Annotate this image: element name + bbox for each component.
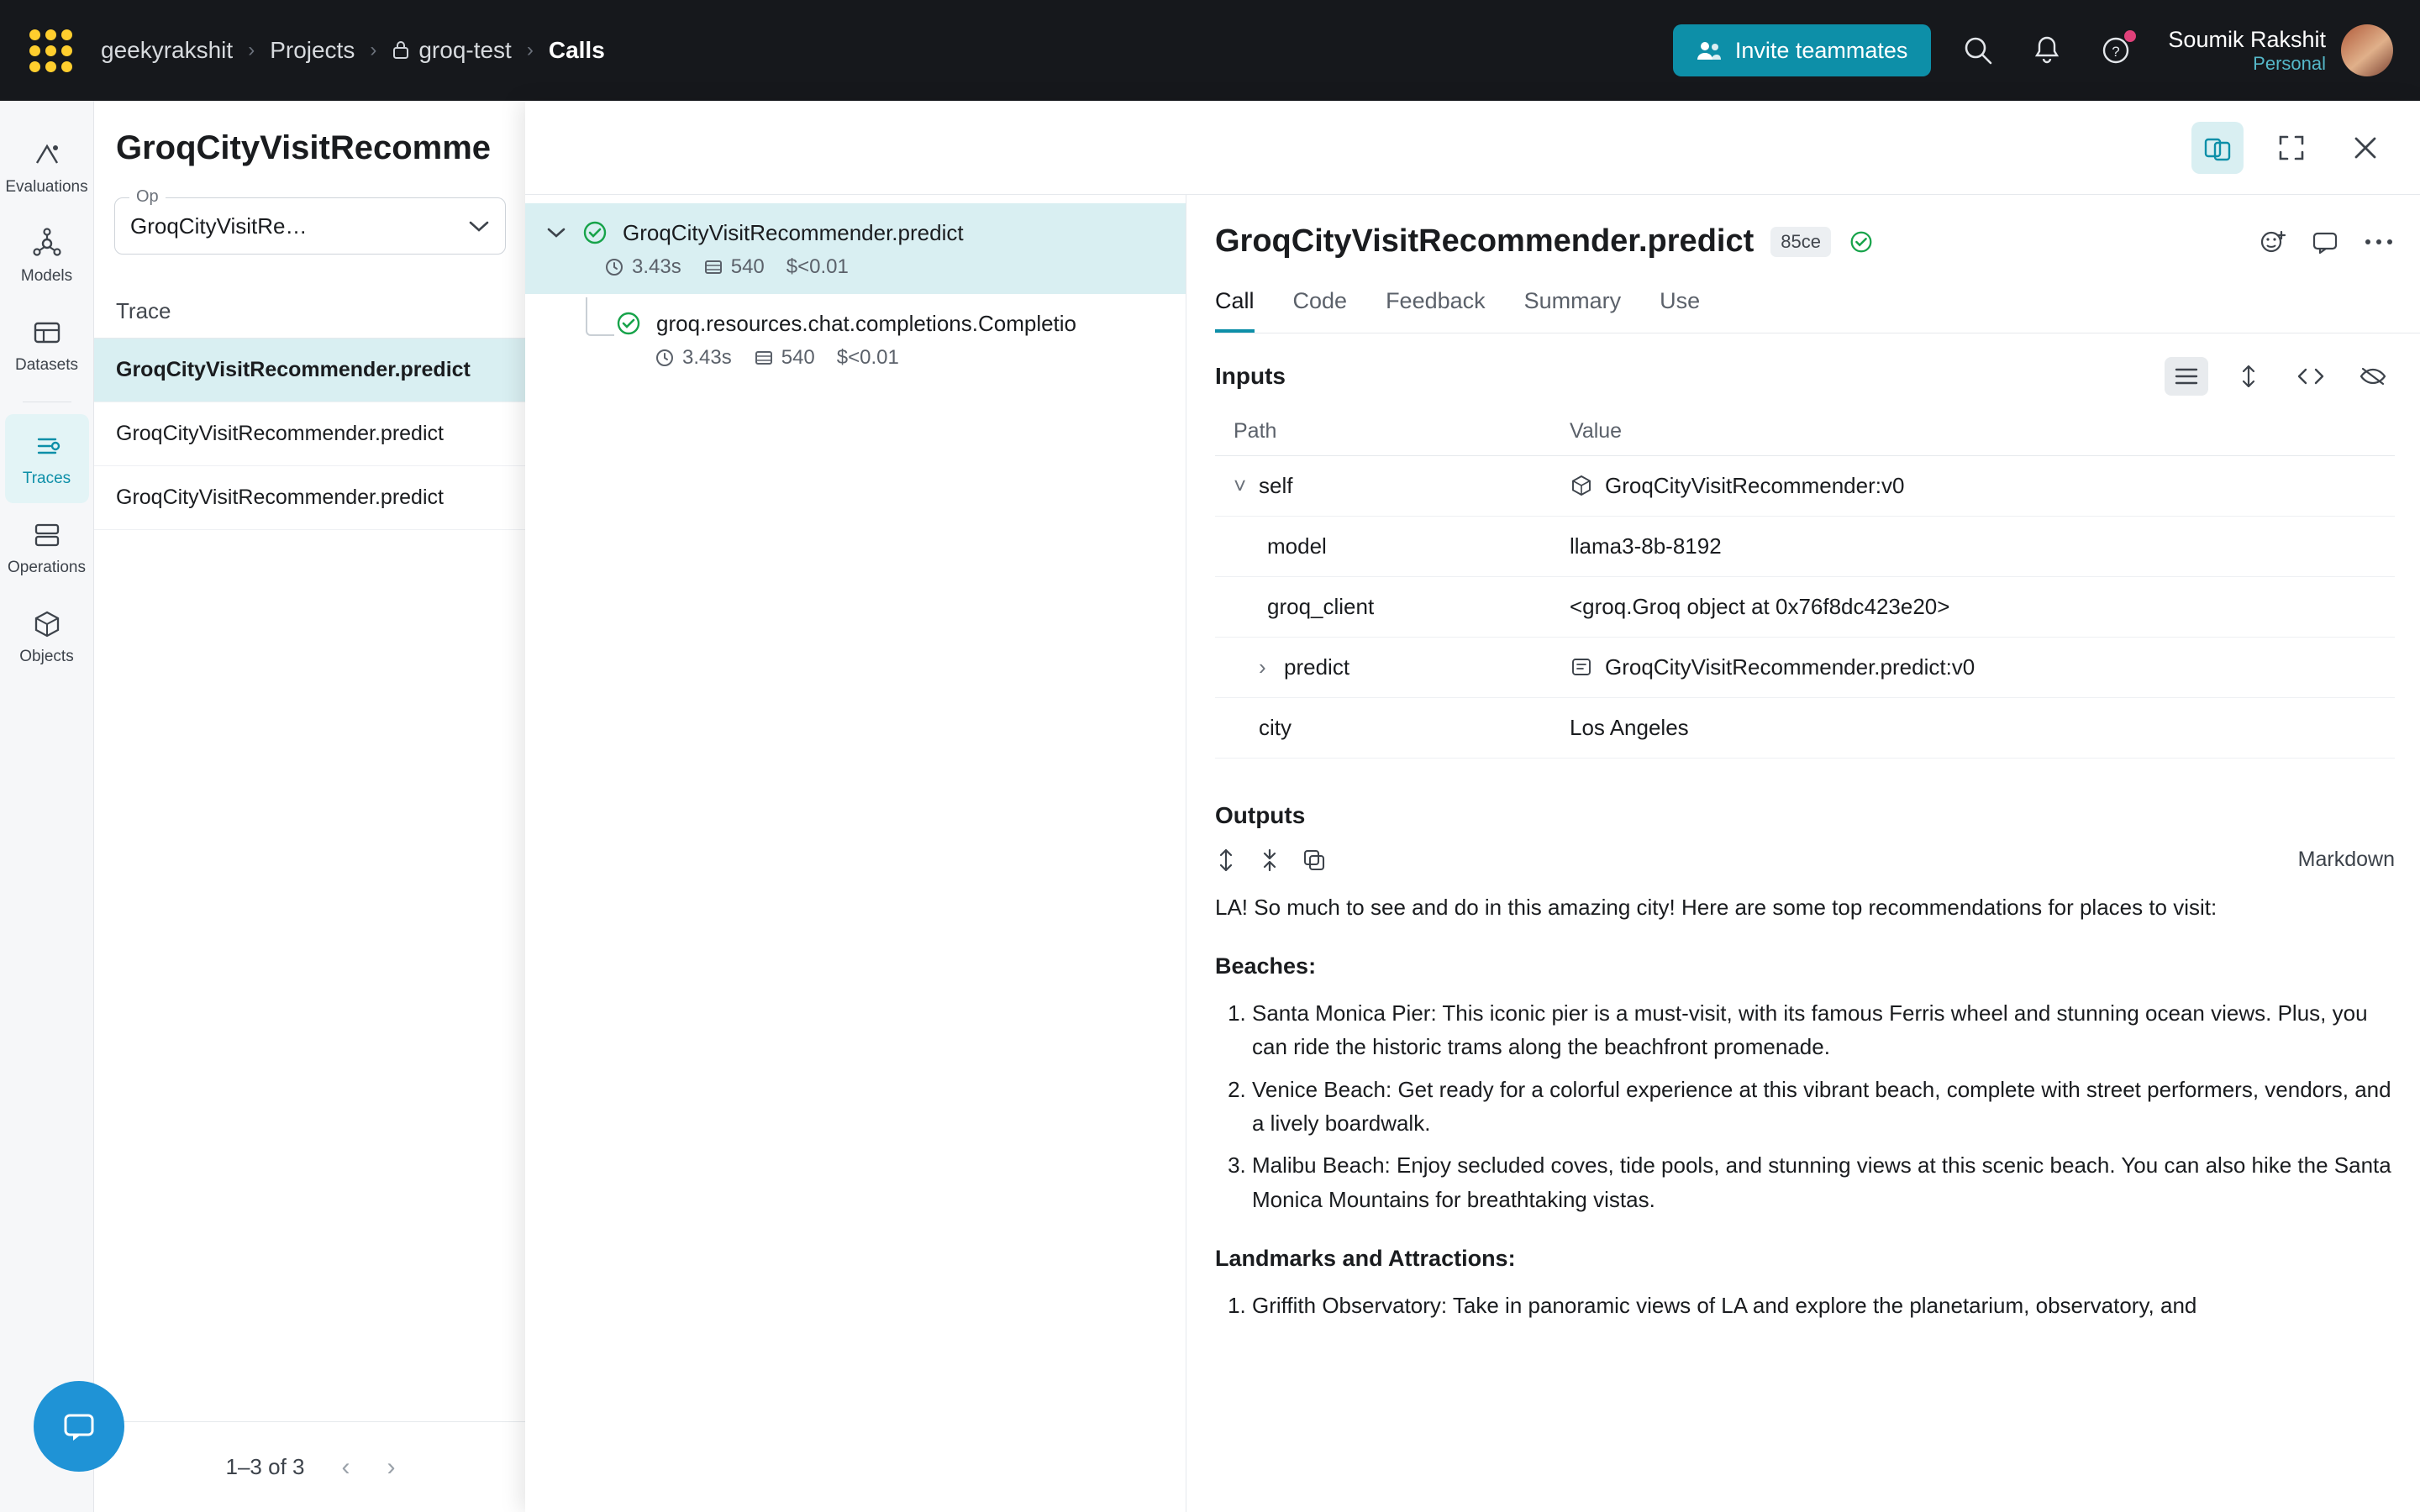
input-path-cell: model xyxy=(1215,517,1551,577)
avatar[interactable] xyxy=(2341,24,2393,76)
input-path-cell: groq_client xyxy=(1215,577,1551,638)
inputs-header-value: Value xyxy=(1551,407,2395,456)
user-menu[interactable] xyxy=(2168,24,2393,76)
sidebar-rail xyxy=(0,101,94,1512)
call-title: GroqCityVisitRecommender.predict xyxy=(1215,223,1754,259)
breadcrumb-item-project[interactable] xyxy=(392,37,512,64)
search-button[interactable] xyxy=(1956,29,2000,72)
pagination xyxy=(94,1421,527,1512)
tokens-icon xyxy=(703,257,723,277)
help-button[interactable] xyxy=(2094,29,2138,72)
sidebar-label-evaluations: Evaluations xyxy=(5,178,88,196)
call-detail-tabs xyxy=(1215,288,2420,333)
cost-value: $<0.01 xyxy=(836,346,899,369)
outputs-toolbar xyxy=(1215,829,2420,872)
inputs-table xyxy=(1215,407,2395,759)
more-options-icon[interactable] xyxy=(2363,236,2395,248)
fullscreen-icon xyxy=(2277,134,2306,162)
breadcrumb-separator: › xyxy=(526,39,534,61)
copy-button[interactable] xyxy=(1302,848,1326,872)
input-value-cell xyxy=(1551,638,2395,698)
inputs-section-header xyxy=(1215,333,2420,407)
support-chat-button[interactable] xyxy=(34,1381,124,1472)
op-filter-field xyxy=(114,187,506,255)
call-detail-header xyxy=(1215,195,2420,260)
sidebar-label-operations: Operations xyxy=(8,559,86,576)
trace-list-item[interactable] xyxy=(94,339,526,402)
search-icon xyxy=(1962,34,1994,66)
input-path-label: predict xyxy=(1284,654,1350,680)
trace-tree-node-root[interactable] xyxy=(525,203,1186,294)
cost-metric xyxy=(786,255,849,279)
tab-use[interactable]: Use xyxy=(1660,288,1701,313)
table-row[interactable] xyxy=(1215,456,2395,517)
svg-text:?: ? xyxy=(2112,44,2121,60)
status-success-icon xyxy=(614,309,643,338)
inputs-toolbar xyxy=(2165,357,2395,396)
tab-call[interactable]: Call xyxy=(1215,288,1255,333)
models-icon xyxy=(30,227,64,260)
top-bar-actions xyxy=(1673,24,2420,76)
list-item: 2. Venice Beach: Get ready for a colorful experience at this vibrant beach, complete with street performers, vendors, and a lively boardwalk. xyxy=(1252,1073,2391,1141)
input-path-cell xyxy=(1215,456,1551,517)
top-bar xyxy=(0,0,2420,101)
tree-elbow-connector xyxy=(586,297,614,336)
trace-tree-node-title: groq.resources.chat.completions.Completio xyxy=(656,310,1077,336)
input-value-cell: Los Angeles xyxy=(1551,698,2395,759)
duration-metric xyxy=(655,346,732,370)
trace-list-item[interactable] xyxy=(94,402,526,466)
clock-icon xyxy=(604,257,624,277)
chat-icon xyxy=(58,1405,100,1447)
trace-tree-node-metrics xyxy=(525,255,1186,279)
table-row[interactable] xyxy=(1215,577,2395,638)
cost-value: $<0.01 xyxy=(786,255,849,278)
inputs-table-body xyxy=(1215,456,2395,759)
call-id-badge: 85ce xyxy=(1770,227,1831,257)
cube-icon xyxy=(1570,474,1595,499)
breadcrumb-item-org[interactable]: geekyrakshit xyxy=(101,37,234,63)
tab-feedback[interactable]: Feedback xyxy=(1386,288,1486,313)
close-icon xyxy=(2351,134,2380,162)
op-filter-value: GroqCityVisitRe… xyxy=(130,213,308,239)
chevron-down-icon[interactable]: ˅ xyxy=(1234,473,1247,498)
outputs-section-list xyxy=(1252,996,2391,1216)
breadcrumb xyxy=(101,37,605,64)
outputs-title: Outputs xyxy=(1215,802,1306,828)
trace-list-item-label: GroqCityVisitRecommender.predict xyxy=(116,422,444,445)
sidebar-label-traces: Traces xyxy=(22,470,71,487)
comment-icon[interactable] xyxy=(2311,228,2339,256)
chevron-right-icon[interactable]: › xyxy=(1259,654,1266,680)
call-detail-drawer xyxy=(525,101,2420,1512)
duration-value: 3.43s xyxy=(632,255,681,278)
expand-collapse-button[interactable] xyxy=(2227,357,2270,396)
tokens-value: 540 xyxy=(730,255,765,278)
input-value-label[interactable]: GroqCityVisitRecommender.predict:v0 xyxy=(1605,654,1975,680)
invite-teammates-button[interactable] xyxy=(1673,24,1932,76)
input-path-label: self xyxy=(1259,473,1293,498)
breadcrumb-separator: › xyxy=(370,39,377,61)
split-view-button[interactable] xyxy=(2191,122,2244,174)
trace-list-item-label: GroqCityVisitRecommender.predict xyxy=(116,486,444,509)
outputs-section-heading: Landmarks and Attractions: xyxy=(1215,1245,1516,1271)
table-row[interactable] xyxy=(1215,698,2395,759)
trace-tree-child-indent xyxy=(525,309,1186,370)
user-name: Soumik Rakshit xyxy=(2168,26,2326,52)
op-icon xyxy=(1570,655,1595,680)
inputs-title: Inputs xyxy=(1215,363,1286,389)
outputs-section-heading: Beaches: xyxy=(1215,953,1317,979)
sidebar-item-traces[interactable] xyxy=(5,414,89,503)
input-value-cell xyxy=(1551,456,2395,517)
split-view-icon xyxy=(2203,134,2232,162)
status-success-icon xyxy=(1848,228,1875,255)
objects-icon xyxy=(30,607,64,641)
page-title: GroqCityVisitRecomme xyxy=(116,129,492,166)
input-value-cell: <groq.Groq object at 0x76f8dc423e20> xyxy=(1551,577,2395,638)
datasets-icon xyxy=(30,316,64,349)
lock-icon xyxy=(392,39,410,60)
input-value-label[interactable]: GroqCityVisitRecommender:v0 xyxy=(1605,473,1905,498)
next-page-button[interactable]: › xyxy=(387,1452,396,1481)
trace-tree xyxy=(525,195,1186,1512)
drawer-body xyxy=(525,195,2420,1512)
list-item: 3. Malibu Beach: Enjoy secluded coves, tide pools, and stunning views at this scenic beach. You can also hike the Santa Monica Mountains for breathtaking vistas. xyxy=(1252,1148,2391,1216)
trace-list-item[interactable] xyxy=(94,466,526,530)
duration-value: 3.43s xyxy=(682,346,732,369)
bell-icon xyxy=(2033,35,2061,66)
sidebar-item-models[interactable] xyxy=(5,212,89,301)
breadcrumb-separator: › xyxy=(248,39,255,61)
table-row[interactable] xyxy=(1215,638,2395,698)
sidebar-label-models: Models xyxy=(20,267,73,285)
cost-metric xyxy=(837,346,899,370)
input-path-cell: city xyxy=(1215,698,1551,759)
breadcrumb-item-projects[interactable]: Projects xyxy=(270,37,355,63)
clock-icon xyxy=(655,348,675,368)
sidebar-item-datasets[interactable] xyxy=(5,301,89,390)
outputs-markdown xyxy=(1215,890,2420,1322)
list-view-button[interactable] xyxy=(2165,357,2208,396)
inputs-header-path: Path xyxy=(1215,407,1551,456)
sidebar-item-operations[interactable] xyxy=(5,503,89,592)
sidebar-item-objects[interactable] xyxy=(5,592,89,681)
call-detail-pane xyxy=(1186,195,2420,1512)
call-detail-actions xyxy=(2259,228,2395,256)
notification-dot xyxy=(2124,30,2136,42)
trace-tree-node-title: GroqCityVisitRecommender.predict xyxy=(623,219,964,245)
trace-tree-node-metrics xyxy=(614,346,1186,370)
output-format-label[interactable]: Markdown xyxy=(2297,848,2395,871)
user-plan: Personal xyxy=(2253,53,2326,75)
hide-button[interactable] xyxy=(2351,357,2395,396)
calls-list-panel xyxy=(94,101,527,1512)
path-indent xyxy=(1234,654,1259,680)
trace-tree-node-child-line xyxy=(614,309,1186,338)
evaluations-icon xyxy=(30,138,64,171)
drawer-header xyxy=(525,101,2420,195)
outputs-intro: LA! So much to see and do in this amazing city! Here are some top recommendations for places to visit: xyxy=(1215,895,2217,920)
chevron-down-icon xyxy=(468,219,490,233)
add-reaction-icon[interactable] xyxy=(2259,228,2287,256)
traces-icon xyxy=(30,429,64,463)
op-filter-select[interactable] xyxy=(114,197,506,255)
invite-teammates-label: Invite teammates xyxy=(1734,37,1908,63)
outputs-section-list xyxy=(1252,1289,2391,1322)
fullscreen-button[interactable] xyxy=(2265,122,2317,174)
inputs-header-row xyxy=(1215,407,2395,456)
breadcrumb-project-label: groq-test xyxy=(418,37,512,63)
app-logo[interactable] xyxy=(0,0,101,101)
operations-icon xyxy=(30,518,64,552)
logo-dots xyxy=(29,29,72,72)
tokens-metric xyxy=(703,255,765,279)
input-path-cell xyxy=(1215,638,1551,698)
chevron-down-icon[interactable] xyxy=(545,225,567,240)
trace-tree-node-root-line xyxy=(525,218,1186,247)
tokens-icon xyxy=(754,348,774,368)
list-item: 1. Santa Monica Pier: This iconic pier is a must-visit, with its famous Ferris wheel and stunning ocean views. Plus, you can ride the historic trams along the beachfront promenade. xyxy=(1252,996,2391,1064)
breadcrumb-item-calls[interactable]: Calls xyxy=(548,37,605,63)
sidebar-item-evaluations[interactable] xyxy=(5,123,89,212)
sidebar-label-datasets: Datasets xyxy=(15,356,78,374)
sidebar-label-objects: Objects xyxy=(19,648,74,665)
trace-column-header: Trace xyxy=(94,298,526,339)
previous-page-button[interactable]: ‹ xyxy=(341,1452,350,1481)
input-value-cell: llama3-8b-8192 xyxy=(1551,517,2395,577)
tokens-metric xyxy=(754,346,815,370)
collapse-all-button[interactable] xyxy=(1259,848,1281,872)
tokens-value: 540 xyxy=(781,346,815,369)
status-success-icon xyxy=(581,218,609,247)
op-filter-legend: Op xyxy=(129,187,166,207)
duration-metric xyxy=(604,255,681,279)
expand-collapse-button[interactable] xyxy=(1215,848,1237,872)
list-item: 1. Griffith Observatory: Take in panoramic views of LA and explore the planetarium, observatory, and xyxy=(1252,1289,2391,1322)
pagination-status: 1–3 of 3 xyxy=(225,1454,305,1479)
table-row[interactable] xyxy=(1215,517,2395,577)
trace-list-item-label: GroqCityVisitRecommender.predict xyxy=(116,358,471,381)
close-drawer-button[interactable] xyxy=(2339,122,2391,174)
notifications-button[interactable] xyxy=(2025,29,2069,72)
trace-tree-node-child[interactable] xyxy=(525,294,1186,385)
inputs-table-head xyxy=(1215,407,2395,456)
tab-summary[interactable]: Summary xyxy=(1523,288,1622,313)
code-view-button[interactable] xyxy=(2289,357,2333,396)
people-icon xyxy=(1697,39,1722,61)
tab-code[interactable]: Code xyxy=(1292,288,1348,313)
